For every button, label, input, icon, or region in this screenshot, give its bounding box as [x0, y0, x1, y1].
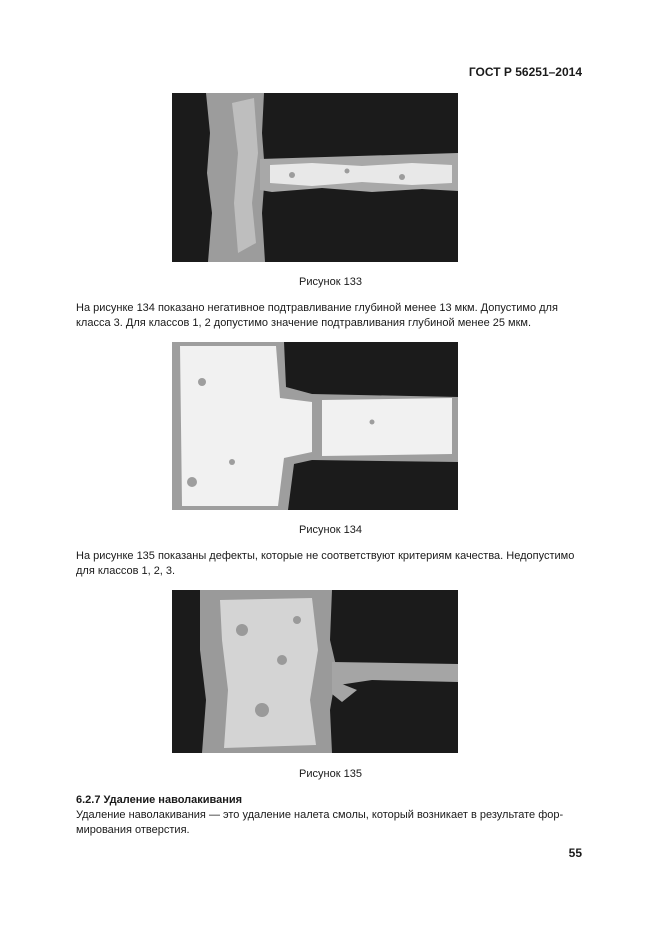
paragraph-line: Удаление наволакивания — это удаление налета смолы, который возникает в результате фор- — [76, 809, 564, 821]
figure-135-caption: Рисунок 135 — [299, 768, 362, 780]
figure-135-image — [172, 590, 458, 753]
paragraph-section-body — [76, 808, 582, 838]
page-number: 55 — [568, 846, 582, 860]
figure-134-image — [172, 342, 458, 510]
document-header: ГОСТ Р 56251–2014 — [468, 65, 582, 79]
paragraph-line: мирования отверстия. — [76, 824, 190, 836]
figure-134-caption: Рисунок 134 — [299, 524, 362, 536]
paragraph-figure-135-intro — [76, 549, 582, 579]
figure-133-caption: Рисунок 133 — [299, 276, 362, 288]
paragraph-line: На рисунке 134 показано негативное подтравливание глубиной менее 13 мкм. Допустимо для — [76, 302, 558, 314]
paragraph-figure-134-intro — [76, 301, 582, 331]
paragraph-line: класса 3. Для классов 1, 2 допустимо значение подтравливания глубиной менее 25 мкм. — [76, 317, 532, 329]
figure-133-image — [172, 93, 458, 262]
paragraph-line: На рисунке 135 показаны дефекты, которые не соответствуют критериям качества. Недопустимо — [76, 550, 575, 562]
section-title: 6.2.7 Удаление наволакивания — [76, 794, 243, 806]
paragraph-line: для классов 1, 2, 3. — [76, 565, 176, 577]
